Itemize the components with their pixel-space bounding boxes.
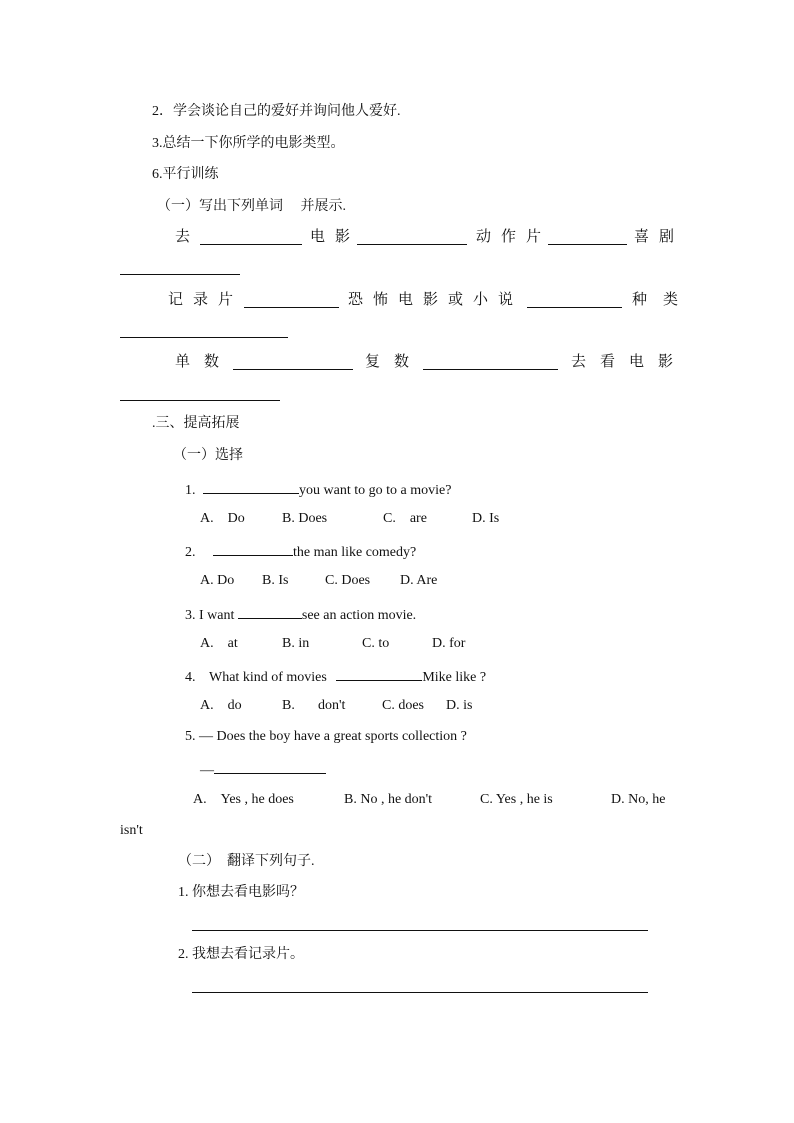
answer-blank[interactable]: [238, 604, 302, 619]
vocab-documentary: 记录片: [168, 292, 244, 308]
translate-heading: （二） 翻译下列句子.: [178, 854, 315, 869]
q2-option-c[interactable]: C. Does: [325, 573, 371, 588]
answer-blank[interactable]: [213, 541, 293, 556]
q1-option-c[interactable]: C. are: [383, 511, 427, 526]
answer-blank[interactable]: [214, 759, 326, 774]
objective-3: 3.总结一下你所学的电影类型。: [152, 136, 345, 151]
q3-option-c[interactable]: C. to: [362, 636, 390, 651]
q5-option-a[interactable]: A. Yes , he does: [193, 792, 294, 807]
translation-2: 2. 我想去看记录片。: [178, 947, 304, 962]
q3-option-d[interactable]: D. for: [432, 636, 466, 651]
vocab-kind: 种类: [632, 292, 695, 308]
question-1: 1. you want to go to a movie?: [185, 479, 451, 500]
vocab-singular: 单数: [175, 354, 234, 370]
q4-option-d[interactable]: D. is: [446, 698, 473, 713]
question-5-answer: —: [200, 759, 326, 780]
translation-answer-line[interactable]: [192, 930, 648, 931]
objective-2: 2．学会谈论自己的爱好并询问他人爱好.: [152, 104, 401, 119]
question-5: 5. — Does the boy have a great sports collection ?: [185, 729, 467, 744]
vocab-comedy: 喜剧: [634, 229, 685, 245]
q1-option-a[interactable]: A. Do: [200, 511, 245, 526]
vocab-blank[interactable]: [120, 274, 240, 275]
section3-heading: .三、提高拓展: [152, 416, 240, 431]
vocab-thriller: 恐怖电影或小说: [348, 292, 524, 308]
q5-option-c[interactable]: C. Yes , he is: [480, 792, 553, 807]
vocab-go: 去: [175, 229, 191, 245]
vocab-blank[interactable]: [120, 400, 280, 401]
translation-1: 1. 你想去看电影吗？: [178, 885, 304, 900]
q4-option-c[interactable]: C. does: [382, 698, 424, 713]
q3-option-b[interactable]: B. in: [282, 636, 310, 651]
vocab-blank[interactable]: [423, 369, 558, 370]
q2-option-b[interactable]: B. Is: [262, 573, 289, 588]
q4-option-b-text: don't: [318, 698, 346, 713]
q5-option-d[interactable]: D. No, he: [611, 792, 666, 807]
vocab-blank[interactable]: [527, 307, 622, 308]
vocab-movie: 电影: [310, 229, 361, 245]
q2-option-d[interactable]: D. Are: [400, 573, 438, 588]
choice-heading: （一）选择: [173, 448, 243, 463]
vocab-blank[interactable]: [548, 244, 627, 245]
q1-option-d[interactable]: D. Is: [472, 511, 500, 526]
q4-option-b[interactable]: B.: [282, 698, 295, 713]
vocab-blank[interactable]: [357, 244, 467, 245]
section1-heading: （一）写出下列单词 并展示.: [157, 199, 346, 214]
q3-option-a[interactable]: A. at: [200, 636, 238, 651]
objective-6: 6.平行训练: [152, 167, 219, 182]
q5-option-d-wrap: isn't: [120, 823, 143, 838]
vocab-blank[interactable]: [233, 369, 353, 370]
vocab-action: 动作片: [476, 229, 552, 245]
vocab-plural: 复数: [365, 354, 424, 370]
q1-option-b[interactable]: B. Does: [282, 511, 328, 526]
vocab-blank[interactable]: [200, 244, 302, 245]
vocab-blank[interactable]: [120, 337, 288, 338]
vocab-blank[interactable]: [244, 307, 339, 308]
question-4: 4. What kind of movies Mike like ?: [185, 666, 486, 687]
q4-option-a[interactable]: A. do: [200, 698, 242, 713]
answer-blank[interactable]: [336, 666, 422, 681]
vocab-go-movie: 去看电影: [571, 354, 688, 370]
question-2: 2. the man like comedy?: [185, 541, 416, 562]
q5-option-b[interactable]: B. No , he don't: [344, 792, 433, 807]
translation-answer-line[interactable]: [192, 992, 648, 993]
answer-blank[interactable]: [203, 479, 299, 494]
q2-option-a[interactable]: A. Do: [200, 573, 235, 588]
question-3: 3. I want see an action movie.: [185, 604, 416, 625]
